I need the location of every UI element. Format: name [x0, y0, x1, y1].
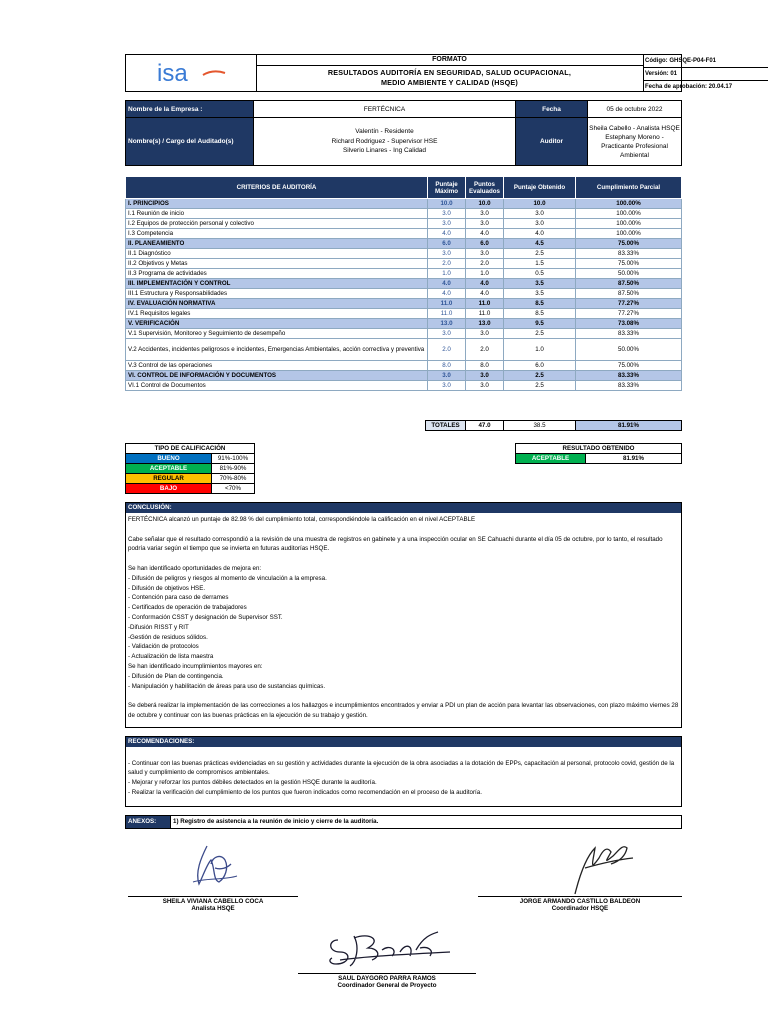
criteria-obtained: 4.0 — [504, 229, 576, 239]
list-item: - Difusión de objetivos HSE. — [128, 584, 206, 592]
criteria-evaluated: 3.0 — [466, 249, 504, 259]
recommendations-section — [125, 736, 682, 807]
result-pct: 81.91% — [586, 454, 682, 464]
auditor-label: Auditor — [516, 118, 588, 166]
annex-item: 1) Registro de asistencia a la reunión de inicio y cierre de la auditoría. — [170, 816, 378, 828]
signatory-3 — [298, 975, 476, 989]
header-meta — [643, 55, 733, 91]
col-obtained: Puntaje Obtenido — [504, 177, 576, 199]
criteria-obtained: 8.5 — [504, 299, 576, 309]
criteria-max: 11.0 — [428, 309, 466, 319]
conclusion-section — [125, 502, 682, 728]
criteria-evaluated: 10.0 — [466, 199, 504, 209]
signature-line-1 — [128, 896, 298, 897]
criteria-evaluated: 3.0 — [466, 219, 504, 229]
criteria-max: 3.0 — [428, 329, 466, 339]
criteria-section-row — [126, 319, 682, 329]
major-intro: Se han identificado incumplimientos mayores en: — [128, 662, 263, 670]
signatory-3-role: Coordinador General de Proyecto — [337, 982, 437, 989]
result-box — [515, 443, 682, 464]
list-item: - Validación de protocolos — [128, 643, 199, 651]
document-title: RESULTADOS AUDITORÍA EN SEGURIDAD, SALUD OCUPACIONAL, MEDIO AMBIENTE Y CALIDAD (HSQE) — [327, 68, 572, 87]
criteria-evaluated: 3.0 — [466, 371, 504, 381]
criteria-max: 2.0 — [428, 259, 466, 269]
signatory-1-name: SHEILA VIVIANA CABELLO COCA — [162, 898, 264, 905]
criteria-section-row — [126, 279, 682, 289]
criteria-row — [126, 259, 682, 269]
criteria-obtained: 1.5 — [504, 259, 576, 269]
criteria-row — [126, 249, 682, 259]
criteria-label: II.2 Objetivos y Metas — [126, 259, 428, 269]
criteria-evaluated: 3.0 — [466, 381, 504, 391]
criteria-row — [126, 381, 682, 391]
criteria-row — [126, 269, 682, 279]
recommendation-1: - Continuar con las buenas prácticas evidenciadas en su gestión y actividades durante la ejecución de la obra asociadas a la dotación de EPPs, capacitación al personal, protocolo covid, gestión de la salud y cumplimiento de compromisos ambientales. — [128, 759, 675, 777]
recommendations-body — [126, 747, 681, 799]
criteria-partial: 87.50% — [576, 279, 682, 289]
date-value: 05 de octubre 2022 — [588, 101, 682, 118]
document-header — [125, 54, 733, 92]
criteria-obtained: 2.5 — [504, 381, 576, 391]
signature-image-jorge — [555, 838, 640, 896]
rating-bajo-range: <70% — [212, 484, 255, 494]
criteria-label: IV. EVALUACIÓN NORMATIVA — [126, 299, 428, 309]
criteria-evaluated: 6.0 — [466, 239, 504, 249]
criteria-obtained: 2.5 — [504, 249, 576, 259]
signature-image-saul — [320, 928, 460, 970]
criteria-partial: 83.33% — [576, 371, 682, 381]
totals-evaluated: 47.0 — [466, 421, 504, 431]
criteria-evaluated: 3.0 — [466, 329, 504, 339]
criteria-obtained: 9.5 — [504, 319, 576, 329]
list-item: - Difusión de Plan de contingencia. — [128, 672, 224, 680]
improvements-intro: Se han identificado oportunidades de mejora en: — [128, 564, 262, 572]
signature-line-2 — [478, 896, 682, 897]
signatory-2-name: JORGE ARMANDO CASTILLO BALDEON — [519, 898, 641, 905]
criteria-row — [126, 329, 682, 339]
list-item: - Difusión de peligros y riesgos al momento de vinculación a la empresa. — [128, 574, 327, 582]
auditor-list: Sheila Cabello - Analista HSQE Estephany Moreno - Practicante Profesional Ambiental — [588, 118, 682, 166]
list-item: - Conformación CSST y designación de Supervisor SST. — [128, 613, 283, 621]
criteria-evaluated: 8.0 — [466, 361, 504, 371]
criteria-partial: 77.27% — [576, 299, 682, 309]
criteria-obtained: 3.5 — [504, 279, 576, 289]
header-title-block — [256, 55, 644, 91]
criteria-max: 3.0 — [428, 219, 466, 229]
criteria-evaluated: 11.0 — [466, 309, 504, 319]
criteria-partial: 77.27% — [576, 309, 682, 319]
criteria-row — [126, 209, 682, 219]
criteria-label: V.3 Control de las operaciones — [126, 361, 428, 371]
rating-bueno-range: 91%-100% — [212, 454, 255, 464]
criteria-partial: 83.33% — [576, 329, 682, 339]
criteria-evaluated: 2.0 — [466, 339, 504, 361]
date-label: Fecha — [516, 101, 588, 118]
criteria-label: I. PRINCIPIOS — [126, 199, 428, 209]
criteria-label: II.3 Programa de actividades — [126, 269, 428, 279]
criteria-label: II.1 Diagnóstico — [126, 249, 428, 259]
company-name-label: Nombre de la Empresa : — [126, 101, 254, 118]
criteria-obtained: 6.0 — [504, 361, 576, 371]
criteria-max: 4.0 — [428, 289, 466, 299]
col-criteria: CRITERIOS DE AUDITORÍA — [126, 177, 428, 199]
result-value: ACEPTABLE — [516, 454, 586, 464]
criteria-partial: 73.08% — [576, 319, 682, 329]
list-item: - Actualización de lista maestra — [128, 653, 214, 661]
criteria-row — [126, 309, 682, 319]
conclusion-title: CONCLUSIÓN: — [126, 503, 681, 513]
criteria-max: 13.0 — [428, 319, 466, 329]
isa-logo — [126, 55, 257, 91]
criteria-max: 3.0 — [428, 209, 466, 219]
signature-line-3 — [298, 973, 476, 974]
criteria-row — [126, 289, 682, 299]
totals-row — [425, 420, 682, 431]
criteria-label: V. VERIFICACIÓN — [126, 319, 428, 329]
criteria-label: III. IMPLEMENTACIÓN Y CONTROL — [126, 279, 428, 289]
criteria-label: V.2 Accidentes, incidentes peligrosos e incidentes, Emergencias Ambientales, acción correctiva y preventiva — [126, 339, 428, 361]
criteria-max: 3.0 — [428, 371, 466, 381]
criteria-section-row — [126, 299, 682, 309]
criteria-obtained: 2.5 — [504, 329, 576, 339]
annexes-label: ANEXOS: — [126, 816, 170, 828]
criteria-evaluated: 3.0 — [466, 209, 504, 219]
logo-text: isa — [157, 60, 188, 87]
criteria-evaluated: 2.0 — [466, 259, 504, 269]
improvements-list — [128, 574, 679, 662]
criteria-evaluated: 4.0 — [466, 279, 504, 289]
conclusion-note: Cabe señalar que el resultado correspondió a la revisión de una muestra de registros en gabinete y a una inspección ocular en SE Cahuachi durante el día 05 de octubre, por lo tanto, el resultado podría variar según el tiempo que se invierta en futuras auditorías HSQE. — [128, 535, 663, 553]
col-evaluated: Puntos Evaluados — [466, 177, 504, 199]
col-max: Puntaje Máximo — [428, 177, 466, 199]
major-list — [128, 672, 679, 692]
rating-aceptable-range: 81%-90% — [212, 464, 255, 474]
list-item: - Manipulación y habilitación de áreas para uso de sustancias químicas. — [128, 682, 326, 690]
criteria-partial: 100.00% — [576, 219, 682, 229]
annexes-row — [125, 815, 682, 829]
criteria-table — [125, 176, 682, 391]
criteria-label: III.1 Estructura y Responsabilidades — [126, 289, 428, 299]
signatory-1 — [128, 898, 298, 912]
conclusion-action: Se deberá realizar la implementación de las correcciones a los hallazgos e incumplimientos encontrados y enviar a PDI un plan de acción para levantar las observaciones, con plazo máximo viernes 28 de octubre y continuar con las buenas prácticas en la ejecución de su trabajo y gestión. — [128, 702, 679, 719]
criteria-section-row — [126, 239, 682, 249]
criteria-evaluated: 4.0 — [466, 289, 504, 299]
rating-bueno: BUENO — [126, 454, 212, 464]
criteria-evaluated: 13.0 — [466, 319, 504, 329]
criteria-section-row — [126, 199, 682, 209]
criteria-label: VI. CONTROL DE INFORMACIÓN Y DOCUMENTOS — [126, 371, 428, 381]
rating-legend — [125, 443, 255, 494]
criteria-partial: 100.00% — [576, 229, 682, 239]
criteria-label: V.1 Supervisión, Monitoreo y Seguimiento de desempeño — [126, 329, 428, 339]
criteria-max: 1.0 — [428, 269, 466, 279]
criteria-evaluated: 4.0 — [466, 229, 504, 239]
criteria-obtained: 0.5 — [504, 269, 576, 279]
company-name-value: FERTÉCNICA — [254, 101, 516, 118]
criteria-obtained: 3.0 — [504, 209, 576, 219]
result-title: RESULTADO OBTENIDO — [516, 444, 682, 454]
audited-label: Nombre(s) / Cargo del Auditado(s) — [126, 118, 254, 166]
list-item: -Gestión de residuos sólidos. — [128, 633, 208, 641]
criteria-evaluated: 11.0 — [466, 299, 504, 309]
criteria-max: 4.0 — [428, 279, 466, 289]
signatory-3-name: SAUL DAYGORO PARRA RAMOS — [338, 975, 436, 982]
criteria-obtained: 4.5 — [504, 239, 576, 249]
criteria-max: 2.0 — [428, 339, 466, 361]
totals-obtained: 38.5 — [504, 421, 576, 431]
criteria-label: IV.1 Requisitos legales — [126, 309, 428, 319]
signature-image-sheila — [185, 838, 245, 893]
criteria-row — [126, 361, 682, 371]
criteria-partial: 100.00% — [576, 199, 682, 209]
signatory-2-role: Coordinador HSQE — [551, 905, 609, 912]
audited-list: Valentín - Residente Richard Rodriguez - Supervisor HSE Silverio Linares - Ing Calidad — [254, 118, 516, 166]
format-label: FORMATO — [256, 55, 643, 66]
rating-title: TIPO DE CALIFICACIÓN — [126, 444, 255, 454]
approval-date: Fecha de aprobación: 20.04.17 — [645, 84, 733, 90]
criteria-label: II. PLANEAMIENTO — [126, 239, 428, 249]
criteria-label: I.1 Reunión de inicio — [126, 209, 428, 219]
company-info-table — [125, 100, 682, 166]
criteria-label: I.2 Equipos de protección personal y colectivo — [126, 219, 428, 229]
criteria-obtained: 3.5 — [504, 289, 576, 299]
criteria-partial: 50.00% — [576, 339, 682, 361]
totals-label: TOTALES — [426, 421, 466, 431]
criteria-partial: 75.00% — [576, 239, 682, 249]
criteria-max: 10.0 — [428, 199, 466, 209]
criteria-section-row — [126, 371, 682, 381]
document-code: Código: GHSQE-P04-F01 — [643, 55, 768, 68]
criteria-obtained: 1.0 — [504, 339, 576, 361]
criteria-partial: 75.00% — [576, 361, 682, 371]
criteria-max: 6.0 — [428, 239, 466, 249]
conclusion-summary: FERTÉCNICA alcanzó un puntaje de 82.98 % del cumplimiento total, correspondiéndole la calificación en el nivel ACEPTABLE — [128, 516, 476, 523]
signatory-1-role: Analista HSQE — [191, 905, 235, 912]
criteria-obtained: 8.5 — [504, 309, 576, 319]
rating-regular: REGULAR — [126, 474, 212, 484]
criteria-row — [126, 339, 682, 361]
criteria-partial: 75.00% — [576, 259, 682, 269]
criteria-obtained: 10.0 — [504, 199, 576, 209]
criteria-partial: 83.33% — [576, 381, 682, 391]
totals-pct: 81.91% — [576, 421, 682, 431]
recommendation-2: - Mejorar y reforzar los puntos débiles detectados en la gestión HSQE durante la auditoría. — [128, 778, 377, 786]
criteria-header-row — [126, 177, 682, 199]
criteria-max: 3.0 — [428, 381, 466, 391]
criteria-partial: 87.50% — [576, 289, 682, 299]
criteria-evaluated: 1.0 — [466, 269, 504, 279]
criteria-max: 4.0 — [428, 229, 466, 239]
criteria-obtained: 2.5 — [504, 371, 576, 381]
criteria-obtained: 3.0 — [504, 219, 576, 229]
criteria-label: VI.1 Control de Documentos — [126, 381, 428, 391]
conclusion-body — [126, 513, 681, 723]
criteria-max: 11.0 — [428, 299, 466, 309]
list-item: - Certificados de operación de trabajadores — [128, 604, 247, 612]
col-partial: Cumplimiento Parcial — [576, 177, 682, 199]
rating-bajo: BAJO — [126, 484, 212, 494]
criteria-partial: 50.00% — [576, 269, 682, 279]
document-version: Versión: 01 — [643, 68, 768, 81]
rating-aceptable: ACEPTABLE — [126, 464, 212, 474]
recommendation-3: - Realizar la verificación del cumplimiento de los puntos que fueron indicados como recomendación en el proceso de la auditoría. — [128, 788, 482, 796]
recommendations-title: RECOMENDACIONES: — [126, 737, 681, 747]
signatory-2 — [478, 898, 682, 912]
rating-regular-range: 70%-80% — [212, 474, 255, 484]
list-item: - Contención para caso de derrames — [128, 594, 229, 602]
criteria-row — [126, 219, 682, 229]
criteria-partial: 83.33% — [576, 249, 682, 259]
criteria-max: 8.0 — [428, 361, 466, 371]
criteria-max: 3.0 — [428, 249, 466, 259]
criteria-row — [126, 229, 682, 239]
list-item: -Difusión RISST y RIT — [128, 623, 189, 631]
criteria-partial: 100.00% — [576, 209, 682, 219]
criteria-label: I.3 Competencia — [126, 229, 428, 239]
